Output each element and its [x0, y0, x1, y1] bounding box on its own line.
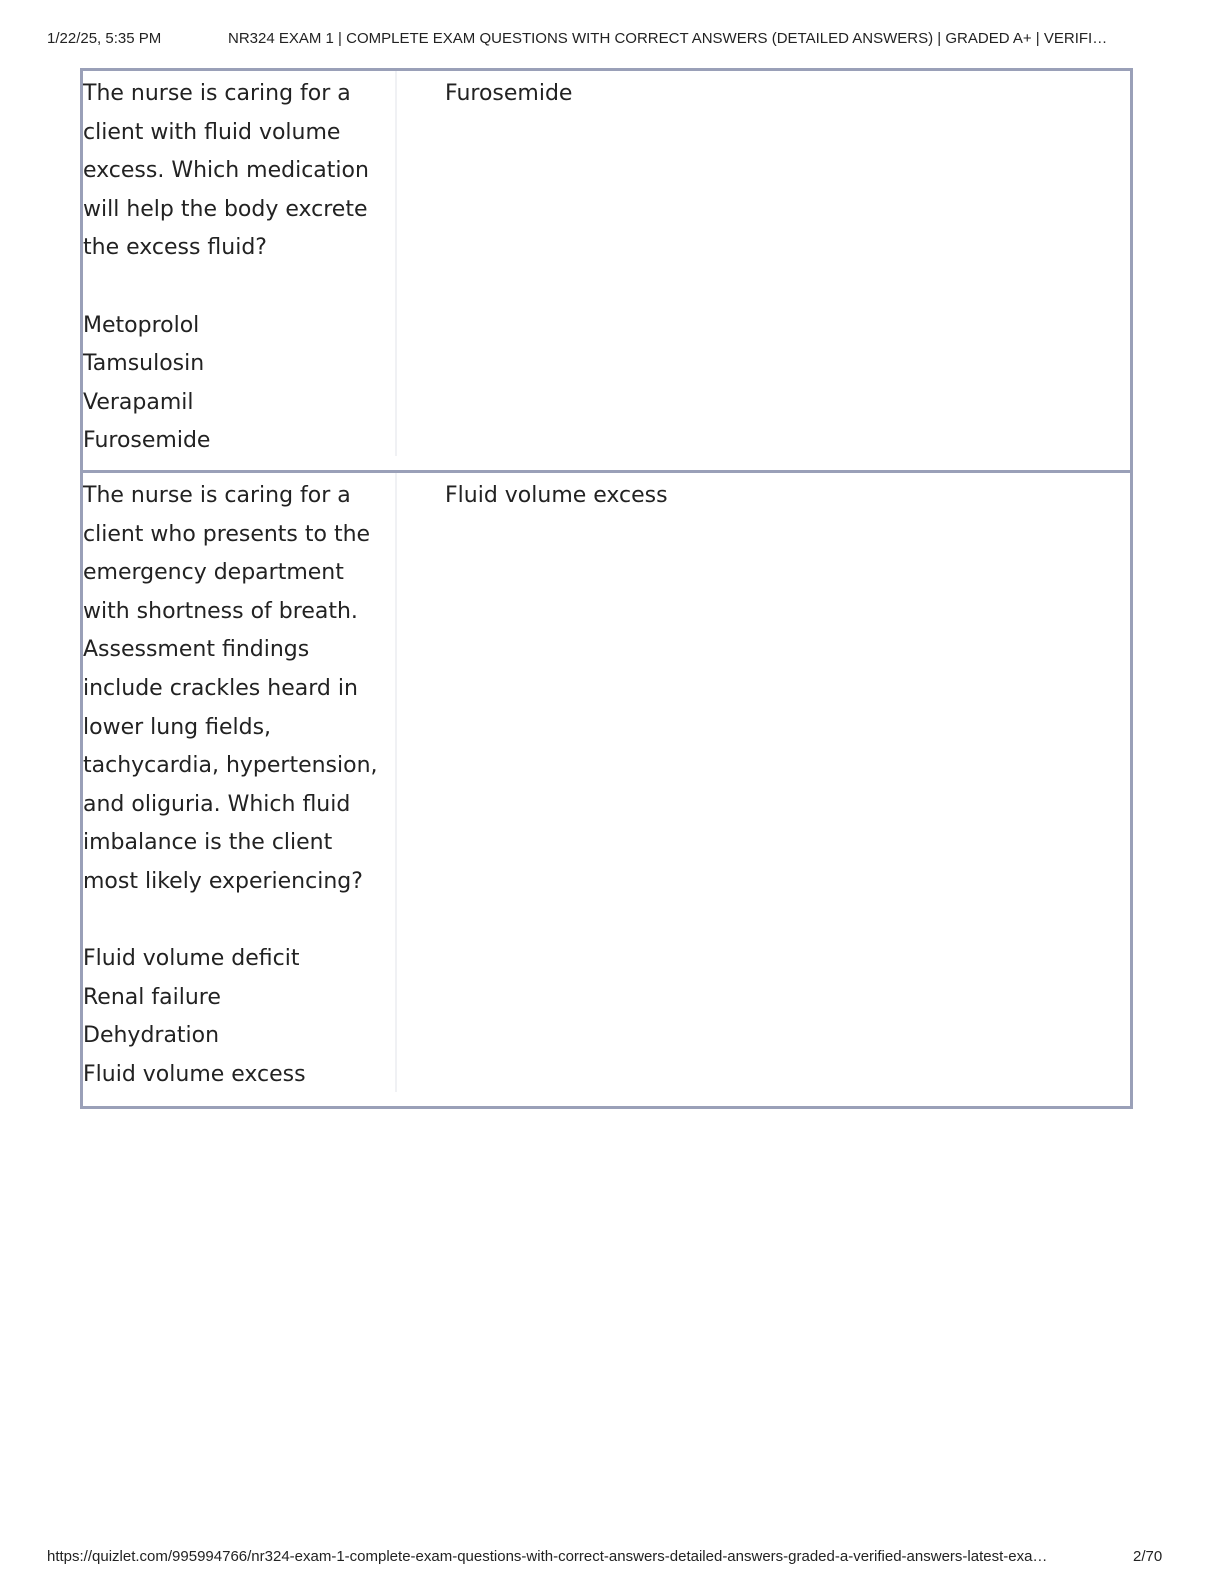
- document-title: NR324 EXAM 1 | COMPLETE EXAM QUESTIONS WITH CORRECT ANSWERS (DETAILED ANSWERS) | GRADED A+ | VERIFI…: [228, 30, 1108, 47]
- flashcard-list: [80, 68, 1133, 1109]
- flashcard-term: The nurse is caring for a client who presents to the emergency department with shortness of breath. Assessment findings include crackles heard in lower lung fields, tachycardia, hypertension, and oliguria. Which fluid imbalance is the client most likely experiencing? Fluid volume deficit Renal failure Dehydration Fluid volume excess: [83, 473, 397, 1092]
- flashcard-definition: Furosemide: [445, 81, 573, 106]
- page-url[interactable]: https://quizlet.com/995994766/nr324-exam-1-complete-exam-questions-with-correct-answers-detailed-answers-graded-a-verified-answers-latest-exa…: [47, 1548, 1048, 1565]
- flashcard: [80, 68, 1133, 473]
- flashcard: [80, 473, 1133, 1109]
- flashcard-term: The nurse is caring for a client with fluid volume excess. Which medication will help the body excrete the excess fluid? Metoprolol Tamsulosin Verapamil Furosemide: [83, 71, 397, 456]
- print-header: [47, 30, 1177, 50]
- flashcard-definition: Fluid volume excess: [445, 483, 668, 508]
- page-number: 2/70: [1133, 1548, 1163, 1565]
- print-footer: [47, 1548, 1177, 1568]
- print-datetime: 1/22/25, 5:35 PM: [47, 30, 162, 47]
